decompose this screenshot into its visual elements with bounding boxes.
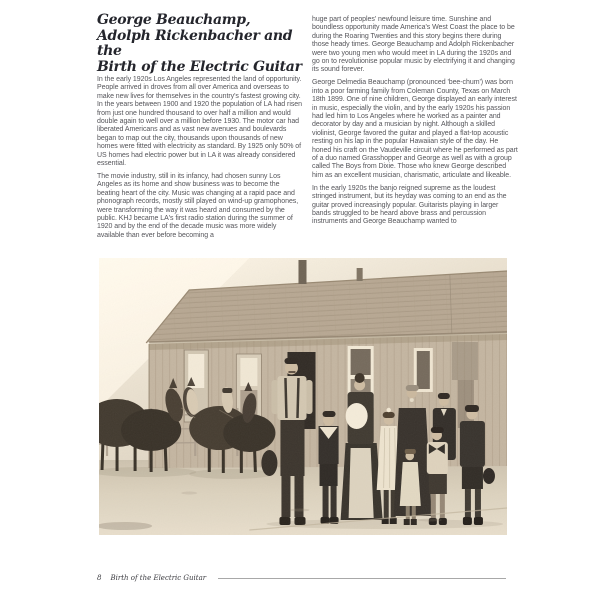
title-line-3: Birth of the Electric Guitar xyxy=(97,58,302,75)
title-line-1: George Beauchamp, xyxy=(97,12,251,28)
family-farm-photo xyxy=(99,258,507,535)
paragraph: In the early 1920s the banjo reigned supreme as the loudest stringed instrument, but its heyday was coming to an end as the guitar proved increasingly popular. Guitarists playing in larger bands struggled to be heard above brass and percussion instruments and George Beauchamp wanted to xyxy=(312,184,507,226)
photo-illustration xyxy=(99,258,507,535)
footer-rule xyxy=(218,578,506,579)
title-line-2: Adolph Rickenbacher and the xyxy=(97,27,293,59)
page-number-label: 8 xyxy=(97,574,102,582)
paragraph: George Delmedia Beauchamp (pronounced 'bee-chum') was born into a poor farming family from Coleman County, Texas on March 18th 1899. One of nine children, George displayed an early interest in music, especially the violin, and by the early 1920s his passion had led him to Los Angeles where he worked as a painter and decorator by day and a musician by night. Although a skilled violinist, George favored the guitar and played a flat-top acoustic resting on his lap in the popular Hawaiian style of the day. He honed his craft on the Vaudeville circuit where he performed as part of a duo named Grasshopper and George as well as with a group called The Boys from Dixie. Those who knew George described him as an excellent musician, charismatic, articulate and likeable. xyxy=(312,79,518,179)
paragraph: The movie industry, still in its infancy, had chosen sunny Los Angeles as its home and show business was to become the beating heart of the city. Music was changing at a rapid pace and phonograph records, mostly still played on wind-up gramophones, were transforming the way it was heard and consumed by the public. KHJ became LA's first radio station during the summer of 1920 and by the end of the decade music was more widely available than ever before becoming a xyxy=(97,172,299,239)
paragraph: In the early 1920s Los Angeles represented the land of opportunity. People arrived in droves from all over America and overseas to make new lives for themselves in the country's fastest growing city. In the years between 1900 and 1920 the population of LA had risen from just one hundred thousand to over half a million and would double again to well over a million before 1930. The motor car had liberated Americans and as vast new avenues and boulevards began to map out the city, thousands upon thousands of new homes were fitted with electricity as standard. By 1925 only 50% of US homes had electric power but in LA it was already considered essential. xyxy=(97,76,302,168)
article-title xyxy=(97,13,312,75)
page-footer xyxy=(97,571,506,585)
left-column xyxy=(97,76,303,245)
paragraph: huge part of peoples' newfound leisure time. Sunshine and boundless opportunity made America's West Coast the place to be during the Roaring Twenties and this story begins there during those heady times. George Beauchamp and Adolph Rickenbacher were two young men who would meet in LA during the 1920s and go on to revolutionise popular music by electrifying it and changing its sound forever. xyxy=(312,16,515,74)
book-title-label: Birth of the Electric Guitar xyxy=(110,574,207,582)
right-column xyxy=(312,16,518,231)
